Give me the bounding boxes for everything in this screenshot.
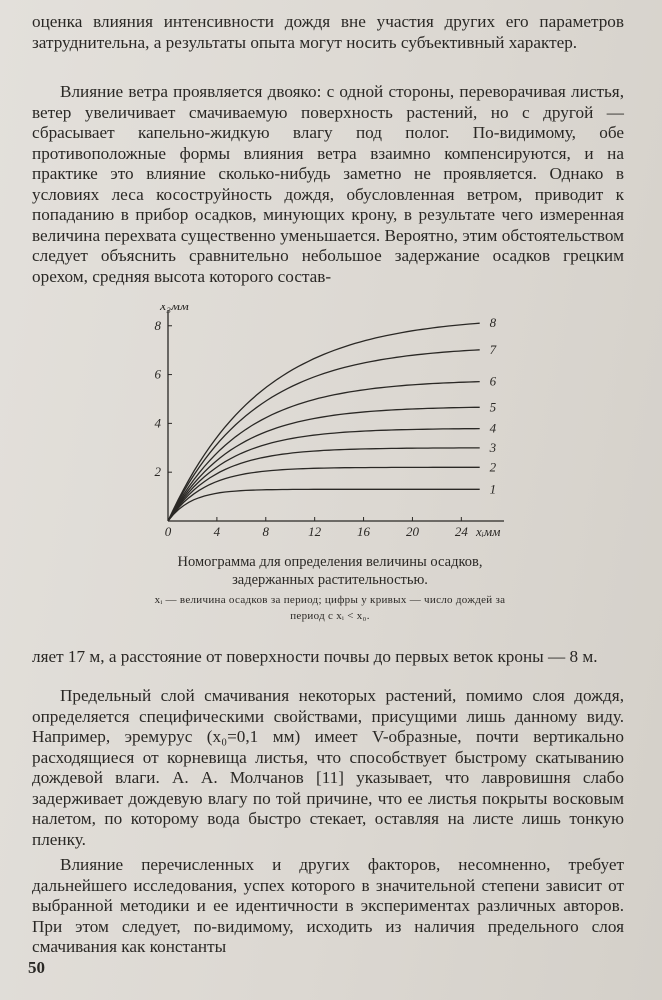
figure-legend: xᵢ — величина осадков за период; цифры у кривых — число дождей за период с xᵢ < x₀. (154, 594, 506, 622)
y-tick-label-4: 4 (154, 415, 161, 431)
x-tick-label-20: 20 (405, 524, 419, 539)
curve-label-2: 2 (489, 459, 497, 475)
x-tick-label-8: 8 (262, 524, 270, 539)
x-tick-label-16: 16 (357, 524, 371, 539)
paragraph-2: Влияние ветра проявляется двояко: с одной стороны, переворачивая листья, ветер увеличивает смачиваемую поверхность растений, но с другой — сбрасывает капельно-жидкую влагу под полог. По-видимому, обе противоположные формы влияния ветра взаимно компенсируются, и на практике это влияние сколько-нибудь заметно не проявляется. Однако в условиях леса косоструйность дождя, обусловленная ветром, приводит к попаданию в прибор осадков, минующих крону, в результате чего измеренная величина перехвата существенно уменьшается. Вероятно, этим обстоятельством следует объяснить сравнительно небольшое задержание осадков грецким орехом, средняя высота которого состав- (32, 82, 624, 286)
curve-3 (168, 448, 480, 521)
paragraph-5: Влияние перечисленных и других факторов, несомненно, требует дальнейшего исследования, успех которого в значительной степени зависит от выбранной методики и ее идентичности в экспериментах различных авторов. При этом следует, по-видимому, исходить из наличия предельного слоя смачивания как константы (32, 855, 624, 956)
curve-1 (168, 489, 480, 521)
y-axis-label: x₃мм (160, 305, 189, 314)
x-tick-label-24: 24 (454, 524, 468, 539)
curve-label-1: 1 (489, 481, 497, 497)
y-tick-label-8: 8 (154, 317, 161, 333)
curve-label-6: 6 (489, 373, 497, 389)
curve-7 (168, 350, 480, 521)
figure-caption: Номограмма для определения величины осадков, задержанных растительностью. (177, 554, 483, 588)
paragraph-1: оценка влияния интенсивности дождя вне участия других его параметров затруднительна, а результаты опыта могут носить субъективный характер. (32, 12, 624, 52)
page-number: 50 (28, 958, 45, 977)
nomogram-svg (110, 305, 530, 545)
x-tick-label-4: 4 (213, 524, 221, 539)
x-axis-label: xᵢмм (476, 524, 501, 539)
curve-label-7: 7 (489, 341, 497, 357)
x-tick-label-12: 12 (308, 524, 322, 539)
y-tick-label-6: 6 (154, 366, 161, 382)
y-tick-label-2: 2 (154, 464, 161, 480)
curve-6 (168, 382, 480, 521)
curve-label-5: 5 (489, 399, 497, 415)
curve-5 (168, 407, 480, 521)
nomogram-chart (110, 305, 530, 545)
curve-label-4: 4 (489, 420, 497, 436)
curve-label-3: 3 (489, 439, 497, 455)
paragraph-4: Предельный слой смачивания некоторых растений, помимо слоя дождя, определяется специфическими свойствами, присущими лишь данному виду. Например, эремурус (x₀=0,1 мм) имеет V-образные, почти вертикально расходящиеся от корневища листья, что способствует быстрому скатыванию дождевой влаги. А. А. Молчанов [11] указывает, что лавровишня слабо задерживает дождевую влагу по той причине, что ее листья покрыты восковым налетом, по которому вода быстро стекает, оставляя на листе лишь тонкую пленку. (32, 686, 624, 849)
paragraph-3: ляет 17 м, а расстояние от поверхности почвы до первых веток кроны — 8 м. (32, 647, 598, 666)
x-tick-label-0: 0 (164, 524, 172, 539)
curve-label-8: 8 (489, 315, 497, 331)
